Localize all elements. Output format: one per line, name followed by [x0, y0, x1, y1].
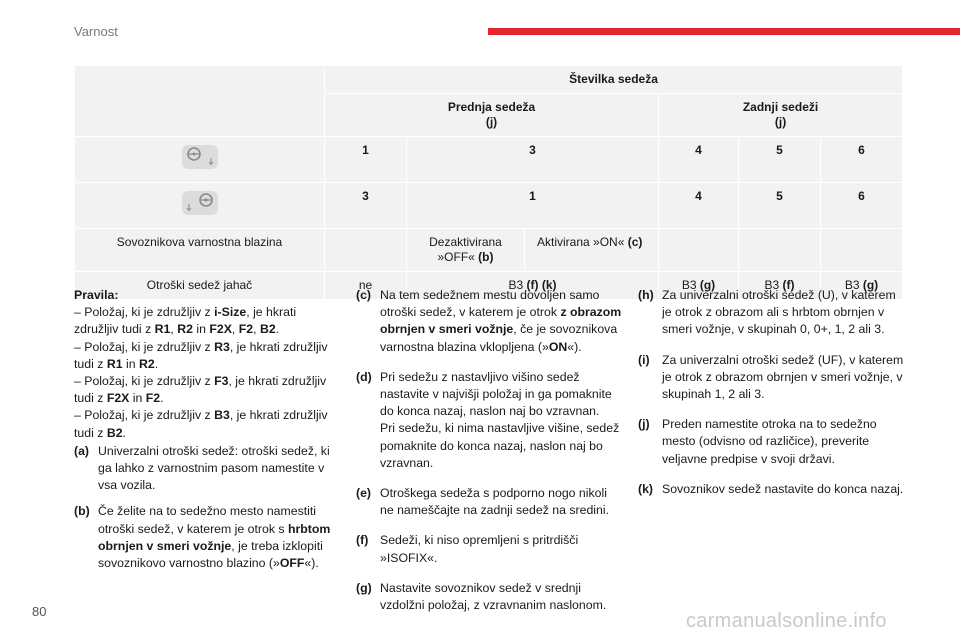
- table-cell: 5: [739, 183, 821, 229]
- steering-wheel-right-icon: [180, 189, 220, 217]
- child-seat-table: [74, 65, 903, 300]
- table-cell: 4: [659, 137, 739, 183]
- table-row: [75, 137, 903, 183]
- watermark-text: carmanualsonline.info: [686, 610, 887, 632]
- note-c: (c) Na tem sedežnem mestu dovoljen samo otroški sedež, v katerem je otrok z obrazom obrnjen v smeri vožnje, če je sovoznikova varnostna blazina vklopljena (»ON«).: [356, 288, 622, 354]
- note-f: (f) Sedeži, ki niso opremljeni s pritrdišči »ISOFIX«.: [356, 533, 579, 565]
- lhd-icon-cell: [75, 137, 325, 183]
- booster-label: Otroški sedež jahač: [75, 272, 325, 300]
- table-cell: B3 (f) (k): [407, 272, 659, 300]
- page-number: 80: [32, 604, 47, 619]
- rule-item: – Položaj, ki je združljiv z i-Size, je hkrati združljiv tudi z R1, R2 in F2X, F2, B2.: [74, 305, 297, 337]
- table-cell: 1: [407, 183, 659, 229]
- notes-column-right: [638, 287, 904, 511]
- table-cell: [659, 229, 739, 272]
- airbag-on-cell: Aktivirana »ON« (c): [525, 229, 659, 272]
- note-a: (a) Univerzalni otroški sedež: otroški sedež, ki ga lahko z varnostnim pasom namestite v vsa vozila.: [74, 443, 330, 493]
- rhd-icon-cell: [75, 183, 325, 229]
- rule-item: – Položaj, ki je združljiv z R3, je hkrati združljiv tudi z R1 in R2.: [74, 339, 328, 371]
- rules-title: Pravila:: [74, 288, 119, 302]
- note-k: (k) Sovoznikov sedež nastavite do konca nazaj.: [638, 481, 904, 496]
- table-cell: B3 (f): [739, 272, 821, 300]
- airbag-off-cell: Dezaktivirana »OFF« (b): [407, 229, 525, 272]
- table-cell: 6: [821, 137, 903, 183]
- header-accent-bar: [488, 28, 960, 35]
- note-d: (d) Pri sedežu z nastavljivo višino sedež nastavite v najvišji položaj in ga pomaknite do konca nazaj, naslon naj bo vzravnan. Pri sedežu, ki nima nastavljive višine, sedež pomaknite do konca nazaj, naslon naj bo vzravnan.: [356, 369, 620, 470]
- note-g: (g) Nastavite sovoznikov sedež v srednji vzdolžni položaj, z vzravnanim naslonom.: [356, 580, 607, 613]
- table-cell: 4: [659, 183, 739, 229]
- table-corner-cell: [75, 66, 325, 137]
- airbag-label: Sovoznikova varnostna blazina: [75, 229, 325, 272]
- notes-column-middle: [356, 287, 624, 627]
- note-j: (j) Preden namestite otroka na to sedežno mesto (odvisno od različice), preverite veljavne predpise v svoji državi.: [638, 417, 877, 466]
- table-cell: 6: [821, 183, 903, 229]
- table-cell: B3 (g): [659, 272, 739, 300]
- table-cell: 3: [407, 137, 659, 183]
- rear-seats-header: Zadnji sedeži (j): [659, 94, 903, 137]
- steering-wheel-left-icon: [180, 143, 220, 171]
- table-row: [75, 183, 903, 229]
- table-cell: 5: [739, 137, 821, 183]
- note-h: (h) Za univerzalni otroški sedež (U), v katerem je otrok z obrazom ali s hrbtom obrnjen v smeri vožnje, v skupinah 0, 0+, 1, 2 ali 3.: [638, 288, 896, 337]
- table-cell: [821, 229, 903, 272]
- note-e: (e) Otroškega sedeža s podporno nogo nikoli ne nameščajte na zadnji sedež na sredini.: [356, 486, 609, 518]
- rules-column: [74, 287, 342, 581]
- table-cell: [325, 229, 407, 272]
- note-b: (b) Če želite na to sedežno mesto namestiti otroški sedež, v katerem je otrok s hrbtom obrnjen v smeri vožnje, je treba izklopiti sovoznikovo varnostno blazino (»OFF«).: [74, 504, 331, 571]
- rule-item: – Položaj, ki je združljiv z B3, je hkrati združljiv tudi z B2.: [74, 408, 328, 440]
- note-i: (i) Za univerzalni otroški sedež (UF), v katerem je otrok z obrazom obrnjen v smeri vožnje, v skupinah 1, 2 ali 3.: [638, 352, 904, 402]
- table-cell: 3: [325, 183, 407, 229]
- rule-item: – Položaj, ki je združljiv z F3, je hkrati združljiv tudi z F2X in F2.: [74, 374, 327, 406]
- table-cell: [739, 229, 821, 272]
- table-cell: 1: [325, 137, 407, 183]
- front-seats-header: Prednja sedeža (j): [325, 94, 659, 137]
- table-row: [75, 229, 903, 272]
- table-cell: B3 (g): [821, 272, 903, 300]
- section-title: Varnost: [74, 24, 118, 39]
- table-cell: ne: [325, 272, 407, 300]
- seat-number-header: Številka sedeža: [325, 66, 903, 94]
